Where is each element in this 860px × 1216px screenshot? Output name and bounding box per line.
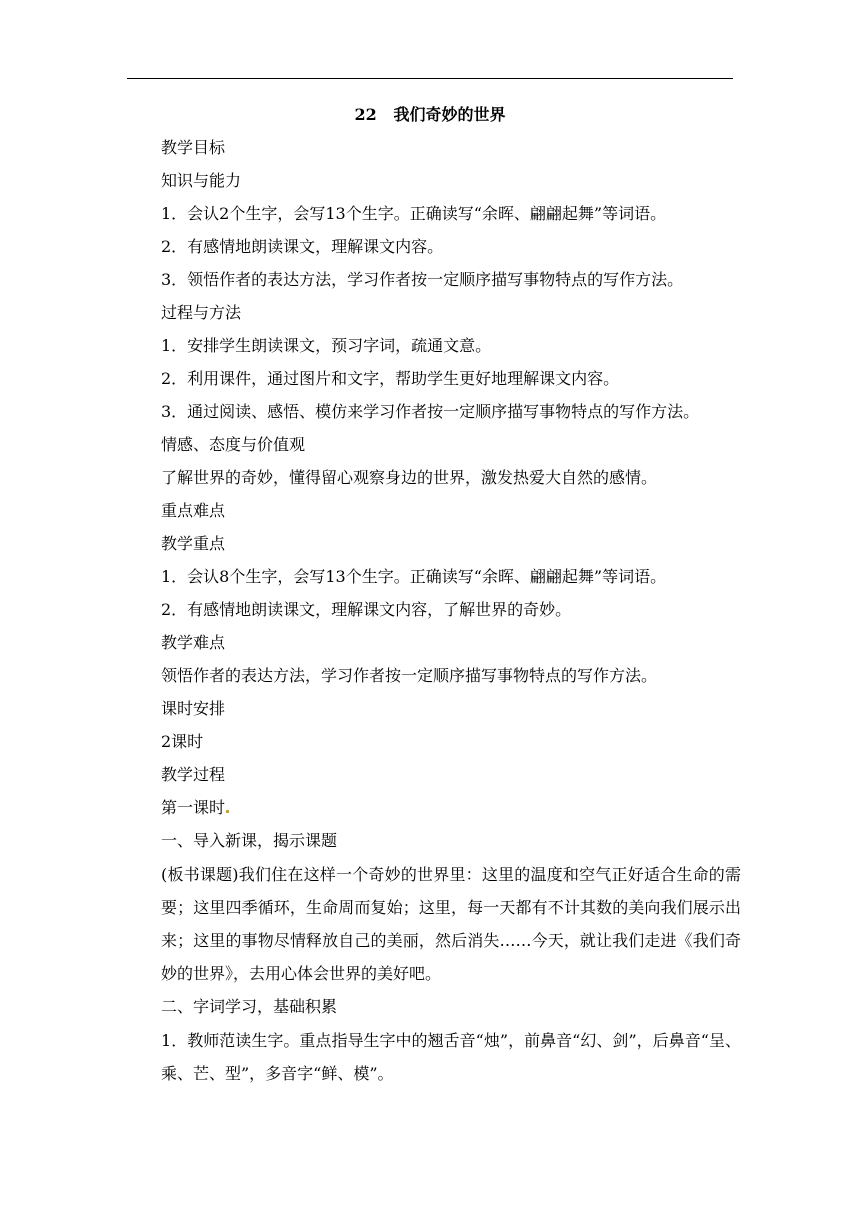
subheading-difficulty: 教学难点: [161, 633, 226, 652]
document-body: [161, 137, 741, 1096]
list-item: 2．有感情地朗读课文，理解课文内容。: [161, 237, 444, 256]
heading-process: 教学过程: [161, 765, 226, 784]
subheading-key: 教学重点: [161, 534, 226, 553]
list-item: 1．会认2个生字，会写13个生字。正确读写“余晖、翩翩起舞”等词语。: [161, 204, 667, 223]
text-line: 领悟作者的表达方法，学习作者按一定顺序描写事物特点的写作方法。: [161, 666, 658, 685]
page-title: 22 我们奇妙的世界: [354, 105, 506, 124]
heading-schedule: 课时安排: [161, 699, 226, 718]
list-item: 2．有感情地朗读课文，理解课文内容，了解世界的奇妙。: [161, 600, 572, 619]
lesson-one-label: 第一课时: [161, 798, 226, 817]
section-heading-2: 二、字词学习，基础积累: [161, 997, 338, 1016]
list-item: 3．领悟作者的表达方法，学习作者按一定顺序描写事物特点的写作方法。: [161, 270, 684, 289]
subheading-emotion: 情感、态度与价值观: [161, 435, 306, 454]
list-item: 1．会认8个生字，会写13个生字。正确读写“余晖、翩翩起舞”等词语。: [161, 567, 667, 586]
heading-teaching-goals: 教学目标: [161, 138, 226, 157]
header-rule: [127, 78, 733, 79]
text-line: 了解世界的奇妙，懂得留心观察身边的世界，激发热爱大自然的感情。: [161, 468, 658, 487]
section-heading-1: 一、导入新课，揭示课题: [161, 831, 338, 850]
heading-key-points: 重点难点: [161, 501, 226, 520]
paragraph: (板书课题)我们住在这样一个奇妙的世界里：这里的温度和空气正好适合生命的需要；这里四季循环，生命周而复始；这里，每一天都有不计其数的美向我们展示出来；这里的事物尽情释放自己的美丽，然后消失……今天，就让我们走进《我们奇妙的世界》，去用心体会世界的美好吧。: [161, 865, 741, 983]
marker-dot: [226, 810, 229, 813]
list-item: 3．通过阅读、感悟、模仿来学习作者按一定顺序描写事物特点的写作方法。: [161, 402, 700, 421]
lesson-one-line: [161, 797, 741, 819]
subheading-knowledge: 知识与能力: [161, 171, 242, 190]
subheading-process: 过程与方法: [161, 303, 242, 322]
list-item: 2．利用课件，通过图片和文字，帮助学生更好地理解课文内容。: [161, 369, 620, 388]
list-item: 1．安排学生朗读课文，预习字词，疏通文意。: [161, 336, 492, 355]
text-line: 2课时: [161, 732, 204, 751]
paragraph: 1．教师范读生字。重点指导生字中的翘舌音“烛”，前鼻音“幻、剑”，后鼻音“呈、乘、芒、型”，多音字“鲜、模”。: [161, 1031, 741, 1083]
